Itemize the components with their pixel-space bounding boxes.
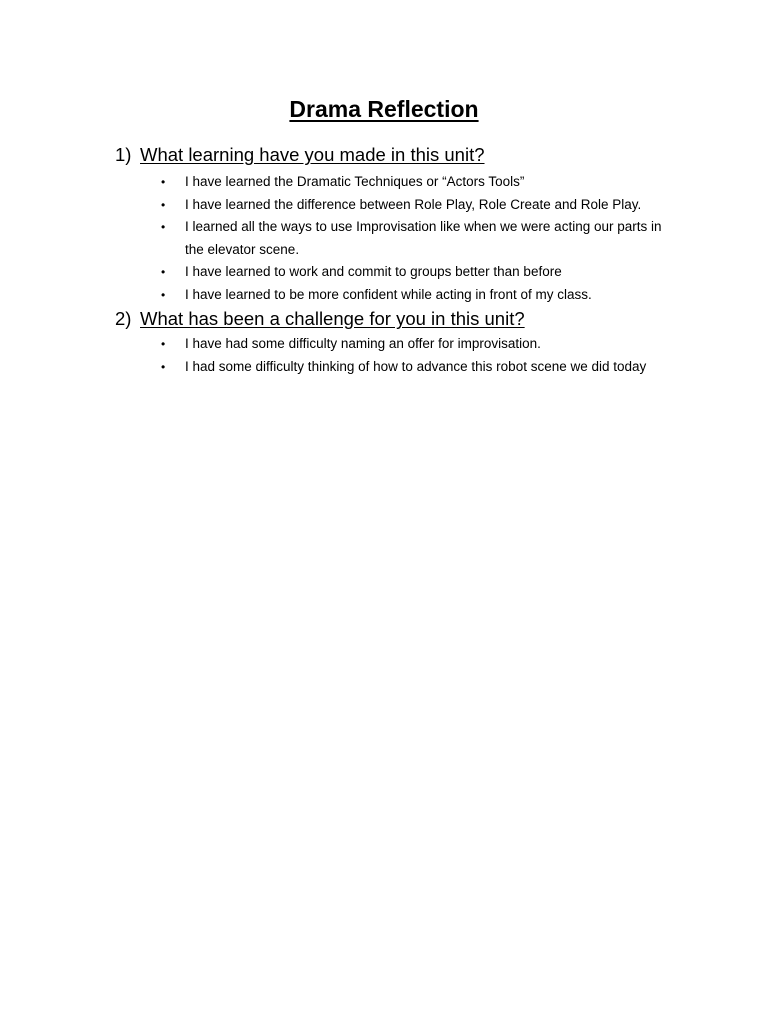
bullet-icon: •: [161, 287, 166, 302]
question-2: [115, 307, 525, 331]
bullet-icon: •: [161, 337, 166, 351]
answer-text: I had some difficulty thinking of how to advance this robot scene we did today: [185, 358, 647, 374]
document-title: Drama Reflection: [289, 96, 479, 122]
answer-text: I learned all the ways to use Improvisation like when we were acting our parts in the elevator scene.: [185, 219, 662, 257]
bullet-icon: •: [161, 265, 166, 279]
question-number: 2): [115, 308, 132, 329]
list-item: [0, 284, 768, 307]
question-1: [115, 143, 485, 167]
answer-text: I have learned the Dramatic Techniques or “Actors Tools”: [185, 174, 525, 189]
question-text: What has been a challenge for you in this unit?: [140, 308, 525, 329]
list-item: [0, 356, 768, 379]
list-item: [0, 171, 768, 194]
bullet-icon: •: [161, 197, 166, 212]
bullet-icon: •: [161, 359, 166, 374]
answer-list-1: [0, 171, 768, 306]
answer-text: I have had some difficulty naming an offer for improvisation.: [185, 336, 541, 351]
bullet-icon: •: [161, 220, 166, 234]
list-item: [0, 216, 768, 261]
list-item: [0, 194, 768, 217]
question-text: What learning have you made in this unit?: [140, 144, 485, 165]
list-item: [0, 333, 768, 356]
question-number: 1): [115, 144, 132, 165]
answer-text: I have learned to be more confident while acting in front of my class.: [185, 286, 592, 302]
answer-list-2: [0, 333, 768, 378]
answer-text: I have learned to work and commit to groups better than before: [185, 264, 562, 279]
bullet-icon: •: [161, 175, 166, 189]
answer-text: I have learned the difference between Role Play, Role Create and Role Play.: [185, 196, 642, 212]
list-item: [0, 261, 768, 284]
